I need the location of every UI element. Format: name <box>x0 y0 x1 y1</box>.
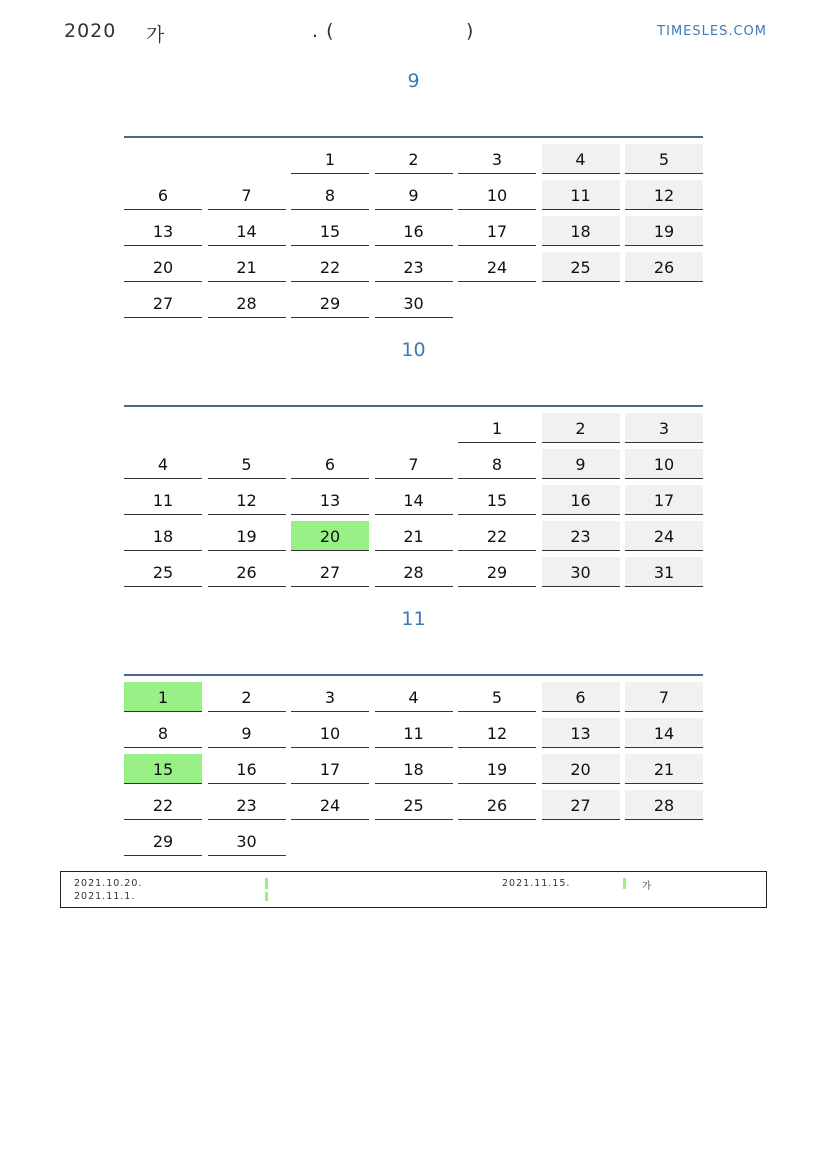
day-cell[interactable]: 29 <box>124 826 202 856</box>
day-cell[interactable]: 9 <box>542 449 620 479</box>
legend-marker <box>623 878 626 889</box>
day-cell[interactable]: 23 <box>542 521 620 551</box>
day-cell[interactable]: 18 <box>375 754 453 784</box>
day-cell[interactable]: 27 <box>291 557 369 587</box>
day-cell[interactable]: 18 <box>124 521 202 551</box>
month-title: 11 <box>401 608 426 630</box>
day-cell[interactable]: 6 <box>124 180 202 210</box>
day-cell[interactable]: 14 <box>208 216 286 246</box>
day-cell[interactable]: 26 <box>625 252 703 282</box>
day-cell[interactable]: 17 <box>458 216 536 246</box>
day-cell[interactable]: 5 <box>208 449 286 479</box>
holiday-legend <box>60 871 767 908</box>
day-cell[interactable]: 19 <box>625 216 703 246</box>
day-cell[interactable]: 9 <box>375 180 453 210</box>
day-cell[interactable]: 2 <box>208 682 286 712</box>
day-cell[interactable]: 30 <box>208 826 286 856</box>
day-cell[interactable]: 20 <box>542 754 620 784</box>
month-rule <box>124 405 703 407</box>
month-title: 10 <box>401 339 426 361</box>
day-cell[interactable]: 3 <box>291 682 369 712</box>
day-cell[interactable]: 5 <box>625 144 703 174</box>
day-cell[interactable]: 13 <box>542 718 620 748</box>
day-cell[interactable]: 16 <box>208 754 286 784</box>
day-cell[interactable]: 28 <box>208 288 286 318</box>
day-cell[interactable]: 2 <box>542 413 620 443</box>
day-cell[interactable]: 29 <box>291 288 369 318</box>
title-close-paren: ) <box>466 20 475 42</box>
legend-date: 2021.10.20. <box>74 878 143 889</box>
day-cell[interactable]: 4 <box>542 144 620 174</box>
day-cell[interactable]: 19 <box>458 754 536 784</box>
day-cell[interactable]: 23 <box>208 790 286 820</box>
title-dot-paren: . ( <box>312 20 335 42</box>
page-header <box>64 20 767 48</box>
legend-marker <box>265 878 268 889</box>
day-cell[interactable]: 24 <box>291 790 369 820</box>
legend-date: 2021.11.1. <box>74 891 136 902</box>
day-cell[interactable]: 9 <box>208 718 286 748</box>
day-cell[interactable]: 12 <box>625 180 703 210</box>
legend-date: 2021.11.15. <box>502 878 571 889</box>
day-cell[interactable]: 19 <box>208 521 286 551</box>
day-cell[interactable]: 22 <box>124 790 202 820</box>
day-cell[interactable]: 14 <box>375 485 453 515</box>
day-cell[interactable]: 30 <box>542 557 620 587</box>
day-cell[interactable]: 8 <box>124 718 202 748</box>
day-cell[interactable]: 10 <box>458 180 536 210</box>
day-cell[interactable]: 11 <box>542 180 620 210</box>
day-cell[interactable]: 24 <box>458 252 536 282</box>
day-cell[interactable]: 21 <box>625 754 703 784</box>
day-cell[interactable]: 22 <box>291 252 369 282</box>
day-cell[interactable]: 6 <box>291 449 369 479</box>
day-cell[interactable]: 27 <box>124 288 202 318</box>
day-cell[interactable]: 1 <box>458 413 536 443</box>
day-cell[interactable]: 12 <box>208 485 286 515</box>
day-cell[interactable]: 3 <box>458 144 536 174</box>
month-rule <box>124 674 703 676</box>
day-cell[interactable]: 11 <box>375 718 453 748</box>
day-cell[interactable]: 7 <box>208 180 286 210</box>
day-cell[interactable]: 2 <box>375 144 453 174</box>
day-cell[interactable]: 4 <box>375 682 453 712</box>
day-cell[interactable]: 11 <box>124 485 202 515</box>
day-cell[interactable]: 10 <box>625 449 703 479</box>
day-cell[interactable]: 1 <box>291 144 369 174</box>
day-cell[interactable]: 26 <box>458 790 536 820</box>
day-cell[interactable]: 23 <box>375 252 453 282</box>
day-cell[interactable]: 24 <box>625 521 703 551</box>
day-cell[interactable]: 20 <box>124 252 202 282</box>
legend-label: 가 <box>642 881 653 892</box>
day-cell[interactable]: 16 <box>542 485 620 515</box>
day-cell[interactable]: 18 <box>542 216 620 246</box>
day-cell[interactable]: 3 <box>625 413 703 443</box>
title-char: 가 <box>146 24 166 46</box>
day-cell[interactable]: 17 <box>291 754 369 784</box>
day-cell[interactable]: 1 <box>124 682 202 712</box>
day-cell[interactable]: 7 <box>625 682 703 712</box>
legend-marker <box>265 892 268 901</box>
month-title: 9 <box>407 70 420 92</box>
day-cell[interactable]: 8 <box>291 180 369 210</box>
day-cell[interactable]: 26 <box>208 557 286 587</box>
day-cell[interactable]: 25 <box>375 790 453 820</box>
day-cell[interactable]: 25 <box>542 252 620 282</box>
day-cell[interactable]: 13 <box>291 485 369 515</box>
day-cell[interactable]: 31 <box>625 557 703 587</box>
day-cell[interactable]: 7 <box>375 449 453 479</box>
day-cell[interactable]: 14 <box>625 718 703 748</box>
day-cell[interactable]: 13 <box>124 216 202 246</box>
page-title <box>64 20 475 152</box>
day-cell[interactable]: 15 <box>291 216 369 246</box>
day-cell[interactable]: 16 <box>375 216 453 246</box>
day-cell[interactable]: 6 <box>542 682 620 712</box>
day-cell[interactable]: 5 <box>458 682 536 712</box>
day-cell[interactable]: 27 <box>542 790 620 820</box>
day-cell[interactable]: 30 <box>375 288 453 318</box>
day-cell[interactable]: 15 <box>458 485 536 515</box>
month-rule <box>124 136 703 138</box>
title-year: 2020 <box>64 20 117 42</box>
day-cell[interactable]: 21 <box>375 521 453 551</box>
day-cell[interactable]: 15 <box>124 754 202 784</box>
day-cell[interactable]: 25 <box>124 557 202 587</box>
day-cell[interactable]: 28 <box>375 557 453 587</box>
site-link[interactable]: TIMESLES.COM <box>657 24 767 39</box>
day-cell[interactable]: 8 <box>458 449 536 479</box>
day-cell[interactable]: 20 <box>291 521 369 551</box>
day-cell[interactable]: 22 <box>458 521 536 551</box>
day-cell[interactable]: 28 <box>625 790 703 820</box>
day-cell[interactable]: 17 <box>625 485 703 515</box>
day-cell[interactable]: 4 <box>124 449 202 479</box>
day-cell[interactable]: 21 <box>208 252 286 282</box>
day-cell[interactable]: 29 <box>458 557 536 587</box>
day-cell[interactable]: 12 <box>458 718 536 748</box>
day-cell[interactable]: 10 <box>291 718 369 748</box>
